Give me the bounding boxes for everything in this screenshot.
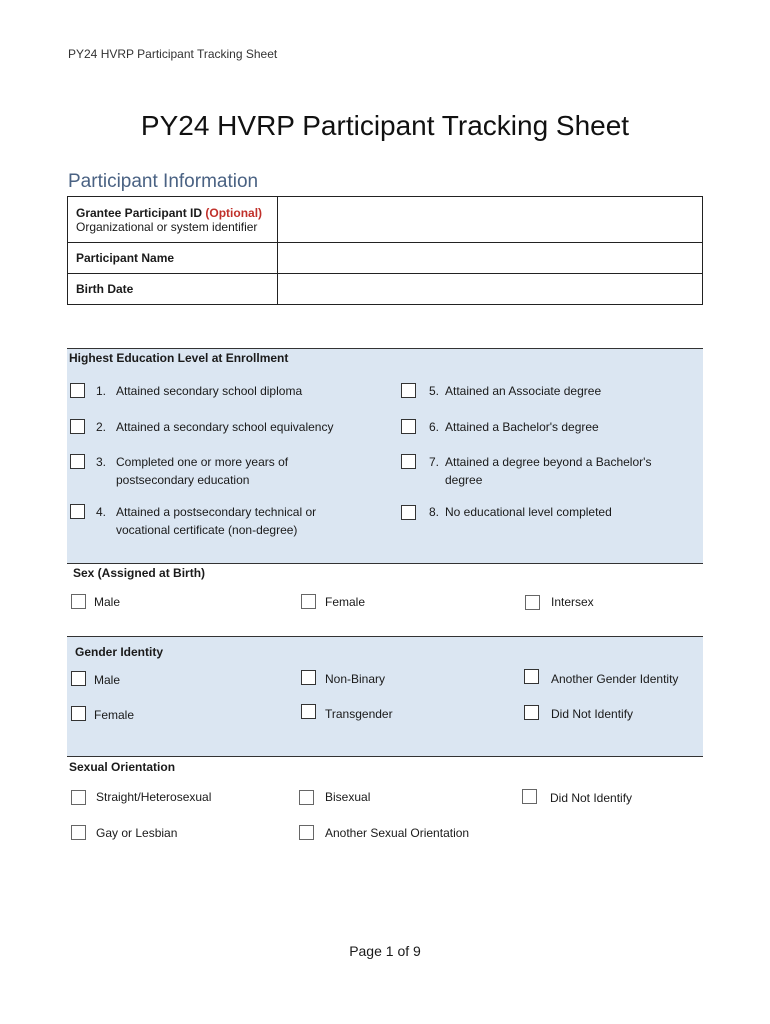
running-header: PY24 HVRP Participant Tracking Sheet [68,47,278,61]
education-option-3-number: 3. [96,455,107,469]
orientation-gay-lesbian-checkbox[interactable] [71,825,86,840]
birth-date-field[interactable] [278,274,703,305]
education-option-5-label: Attained an Associate degree [445,384,602,398]
orientation-straight-label: Straight/Heterosexual [96,790,212,804]
orientation-bisexual-label: Bisexual [325,790,371,804]
participant-name-field[interactable] [278,243,703,274]
participant-name-label: Participant Name [68,243,278,274]
education-option-3-label-cont: postsecondary education [116,473,250,487]
education-option-4-label-cont: vocational certificate (non-degree) [116,523,298,537]
education-option-4-number: 4. [96,505,107,519]
orientation-another-label: Another Sexual Orientation [325,826,470,840]
orientation-did-not-identify-checkbox[interactable] [522,789,537,804]
gender-did-not-identify-label: Did Not Identify [551,707,634,721]
orientation-bisexual-checkbox[interactable] [299,790,314,805]
gender-did-not-identify-checkbox[interactable] [524,705,539,720]
education-option-7-label-cont: degree [445,473,483,487]
birth-date-row [68,274,703,305]
gender-title: Gender Identity [75,645,164,659]
participant-name-row [68,243,703,274]
education-title: Highest Education Level at Enrollment [69,351,289,365]
education-option-6-checkbox[interactable] [401,419,416,434]
gender-transgender-checkbox[interactable] [301,704,316,719]
sex-female-label: Female [325,595,366,609]
education-option-2-label: Attained a secondary school equivalency [116,420,334,434]
education-option-7-number: 7. [429,455,440,469]
participant-info-table [67,196,703,305]
gender-female-checkbox[interactable] [71,706,86,721]
education-option-3-label: Completed one or more years of [116,455,289,469]
education-option-5-checkbox[interactable] [401,383,416,398]
participant-id-sublabel: Organizational or system identifier [76,219,258,234]
participant-id-label-text: Grantee Participant ID [76,205,203,220]
participant-id-field[interactable] [278,197,703,243]
education-option-1-checkbox[interactable] [70,383,85,398]
optional-tag: (Optional) [205,205,263,220]
page-title: PY24 HVRP Participant Tracking Sheet [140,110,630,141]
sex-title: Sex (Assigned at Birth) [73,566,206,580]
sex-male-checkbox[interactable] [71,594,86,609]
education-option-4-label: Attained a postsecondary technical or [116,505,317,519]
orientation-gay-lesbian-label: Gay or Lesbian [96,826,178,840]
gender-female-label: Female [94,708,135,722]
education-option-3-checkbox[interactable] [70,454,85,469]
gender-nonbinary-label: Non-Binary [325,672,386,686]
participant-id-row [68,197,703,243]
education-option-2-number: 2. [96,420,107,434]
orientation-did-not-identify-label: Did Not Identify [550,791,633,805]
education-option-4-checkbox[interactable] [70,504,85,519]
orientation-another-checkbox[interactable] [299,825,314,840]
education-option-7-checkbox[interactable] [401,454,416,469]
gender-another-checkbox[interactable] [524,669,539,684]
education-option-1-label: Attained secondary school diploma [116,384,303,398]
sex-intersex-label: Intersex [551,595,594,609]
sex-male-label: Male [94,595,121,609]
participant-id-label [68,197,278,243]
education-option-6-label: Attained a Bachelor's degree [445,420,599,434]
sex-intersex-checkbox[interactable] [525,595,540,610]
education-option-2-checkbox[interactable] [70,419,85,434]
page-number: Page 1 of 9 [349,943,421,959]
birth-date-label: Birth Date [68,274,278,305]
gender-another-label: Another Gender Identity [551,672,679,686]
gender-male-checkbox[interactable] [71,671,86,686]
orientation-title: Sexual Orientation [69,760,176,774]
education-option-1-number: 1. [96,384,107,398]
gender-transgender-label: Transgender [325,707,393,721]
education-option-6-number: 6. [429,420,440,434]
education-option-8-label: No educational level completed [445,505,612,519]
participant-info-heading: Participant Information [68,171,259,192]
orientation-straight-checkbox[interactable] [71,790,86,805]
education-option-7-label: Attained a degree beyond a Bachelor's [445,455,652,469]
education-option-5-number: 5. [429,384,440,398]
gender-male-label: Male [94,673,121,687]
education-option-8-number: 8. [429,505,440,519]
gender-nonbinary-checkbox[interactable] [301,670,316,685]
education-option-8-checkbox[interactable] [401,505,416,520]
sex-female-checkbox[interactable] [301,594,316,609]
